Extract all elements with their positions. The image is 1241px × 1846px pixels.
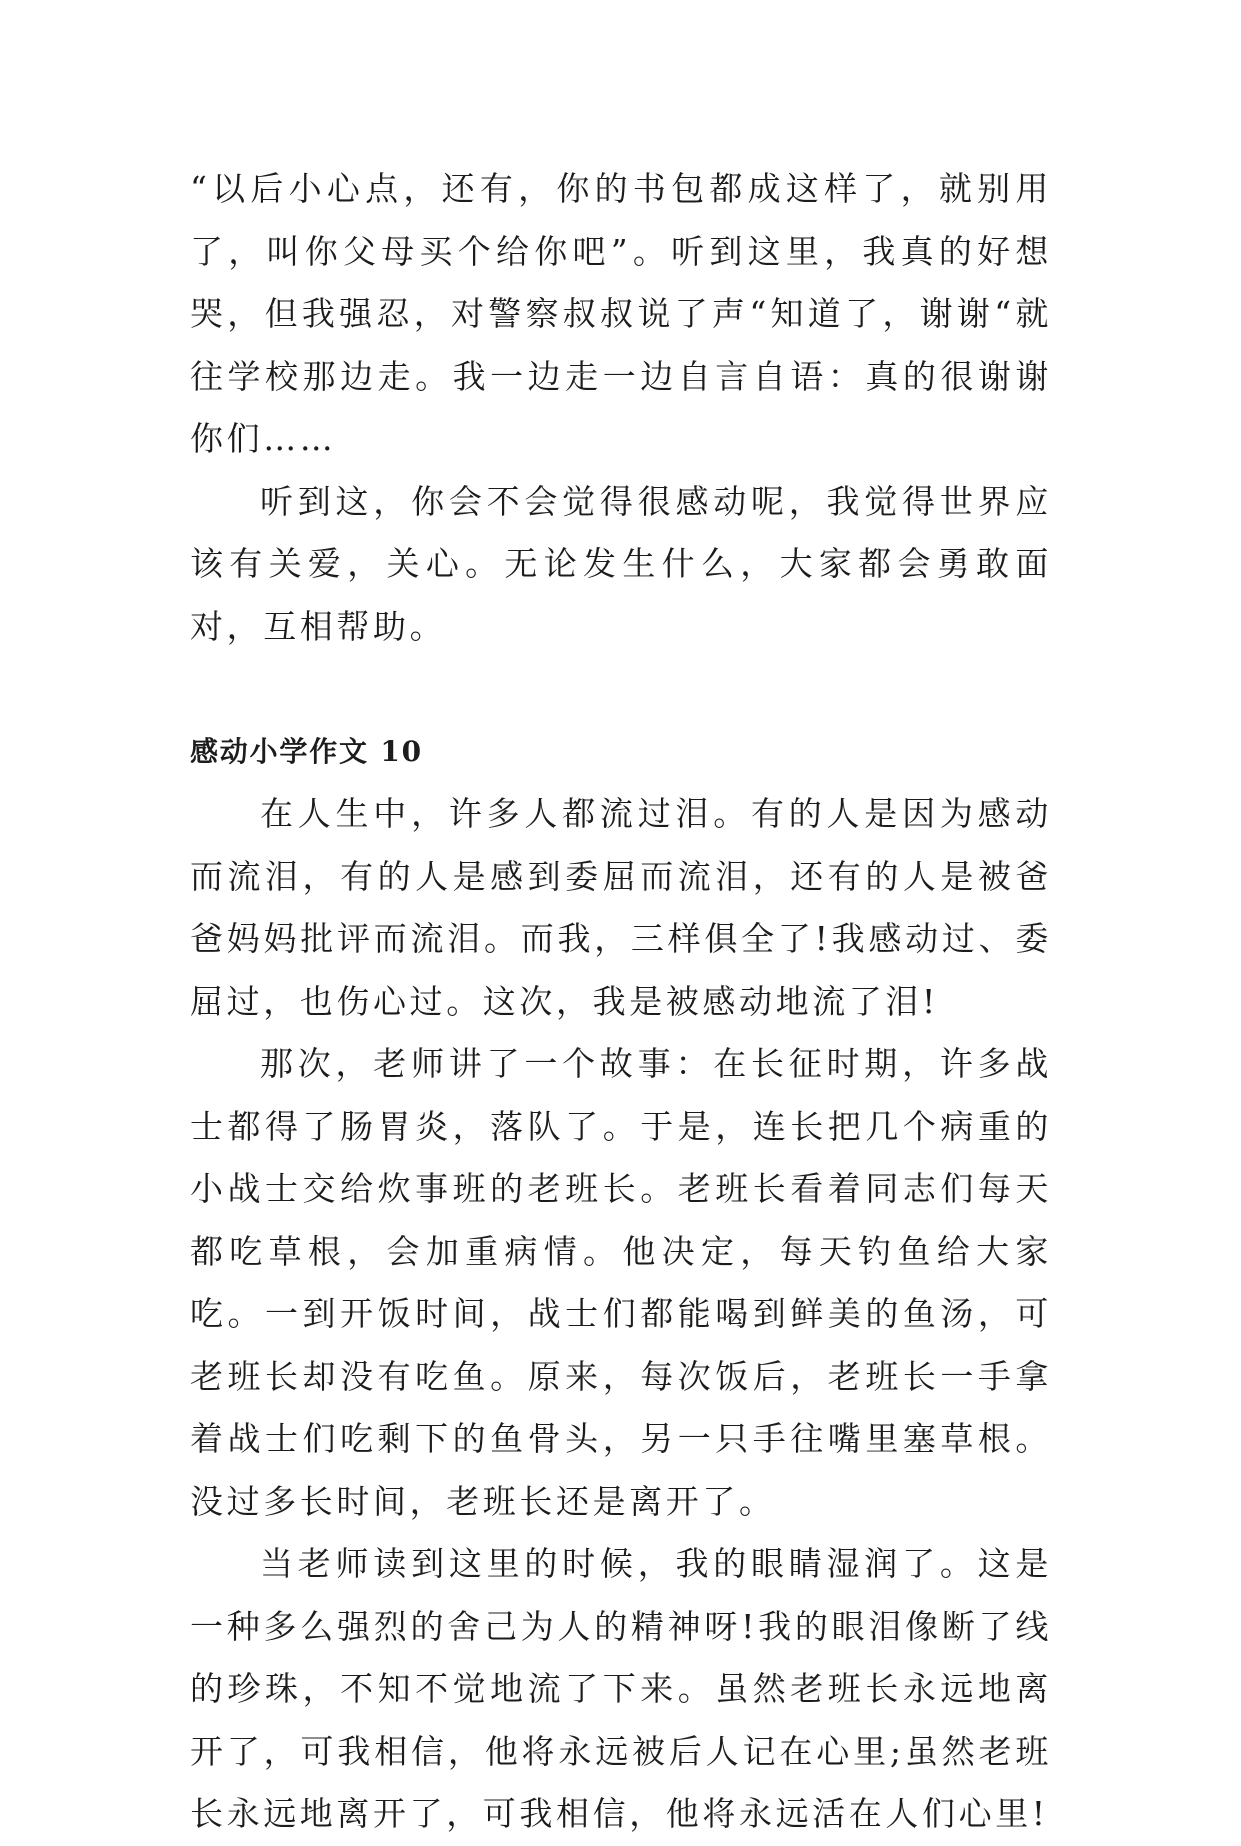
paragraph-intro: 在人生中，许多人都流过泪。有的人是因为感动而流泪，有的人是感到委屈而流泪，还有的人是被爸爸妈妈批评而流泪。而我，三样俱全了!我感动过、委屈过，也伤心过。这次，我是被感动地流了泪! xyxy=(190,794,1052,1021)
essay-body xyxy=(190,158,1052,1846)
paragraph-continued-dialogue: “以后小心点，还有，你的书包都成这样了，就别用了，叫你父母买个给你吧”。听到这里，我真的好想哭，但我强忍，对警察叔叔说了声“知道了，谢谢“就往学校那边走。我一边走一边自言自语：真的很谢谢你们…… xyxy=(190,169,1052,458)
section-spacer xyxy=(190,658,1052,721)
section-title: 感动小学作文 10 xyxy=(190,734,423,768)
paragraph-conclusion: 听到这，你会不会觉得很感动呢，我觉得世界应该有关爱，关心。无论发生什么，大家都会勇敢面对，互相帮助。 xyxy=(190,481,1052,646)
paragraph-story: 那次，老师讲了一个故事：在长征时期，许多战士都得了肠胃炎，落队了。于是，连长把几个病重的小战士交给炊事班的老班长。老班长看着同志们每天都吃草根，会加重病情。他决定，每天钓鱼给大家吃。一到开饭时间，战士们都能喝到鲜美的鱼汤，可老班长却没有吃鱼。原来，每次饭后，老班长一手拿着战士们吃剩下的鱼骨头，另一只手往嘴里塞草根。没过多长时间，老班长还是离开了。 xyxy=(190,1044,1052,1521)
paragraph-reflection: 当老师读到这里的时候，我的眼睛湿润了。这是一种多么强烈的舍己为人的精神呀!我的眼泪像断了线的珍珠，不知不觉地流了下来。虽然老班长永远地离开了，可我相信，他将永远被后人记在心里;虽然老班长永远地离开了，可我相信，他将永远活在人们心里! xyxy=(190,1544,1052,1833)
